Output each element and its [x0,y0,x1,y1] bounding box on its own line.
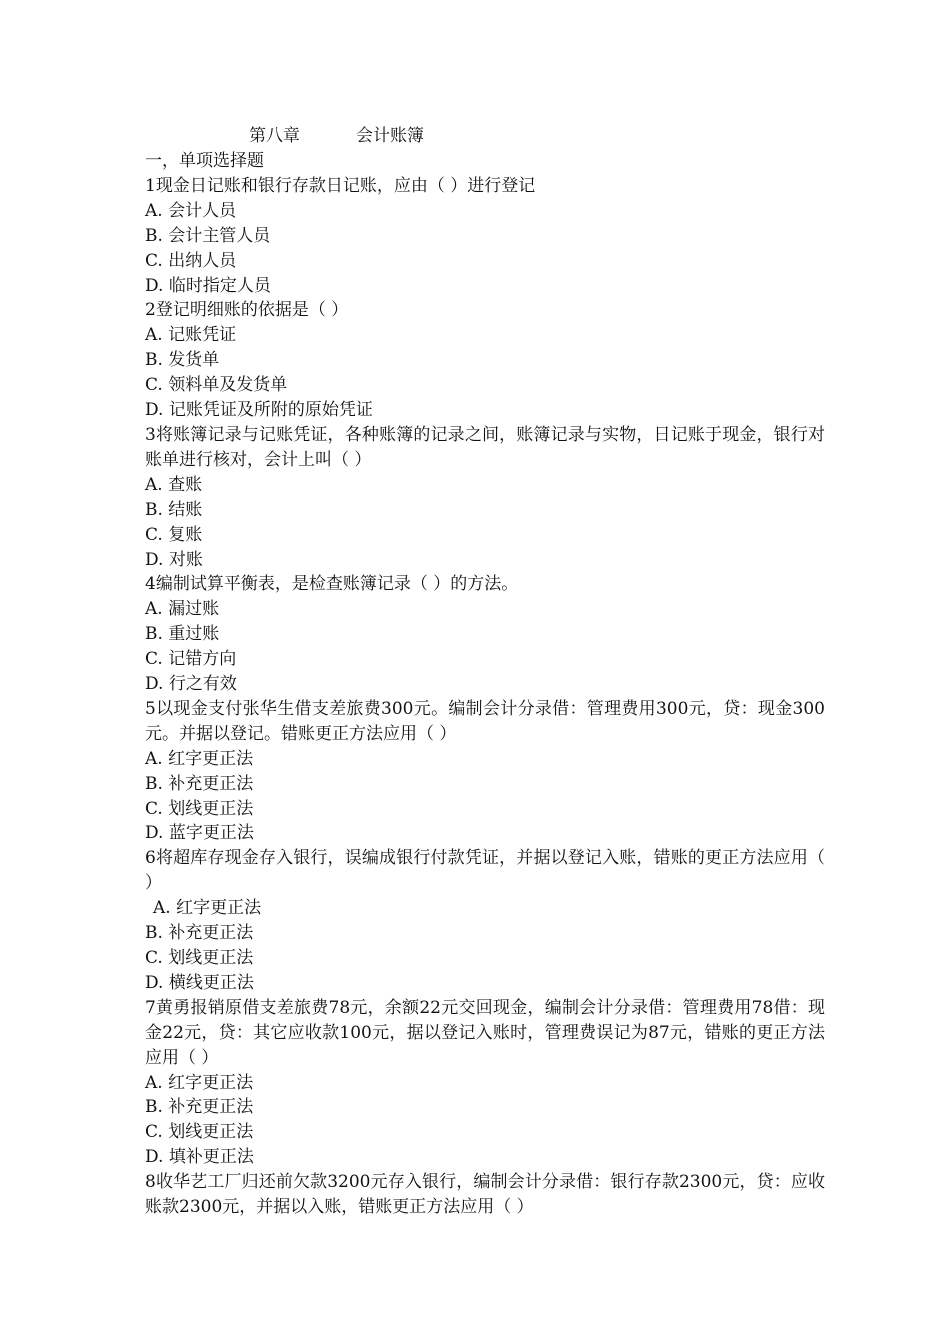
option-1a: A. 会计人员 [145,200,237,221]
section-heading: 一，单项选择题 [145,151,264,171]
chapter-title [145,124,825,149]
option-6d: D. 横线更正法 [145,972,254,993]
option-6c: C. 划线更正法 [145,948,254,968]
question-7: 7黄勇报销原借支差旅费78元，余额22元交回现金，编制会计分录借：管理费用78借：现金22元，贷：其它应收款100元，据以登记入账时，管理费误记为87元，错账的更正方法应用（ ） [145,997,825,1068]
option-2c: C. 领料单及发货单 [145,375,288,396]
option-2d: D. 记账凭证及所附的原始凭证 [145,400,373,421]
question-1: 1现金日记账和银行存款日记账，应由（ ）进行登记 [145,175,536,196]
option-3c: C. 复账 [145,524,203,545]
option-7c: C. 划线更正法 [145,1122,254,1143]
option-3b: B. 结账 [145,499,203,520]
option-2b: B. 发货单 [145,350,220,371]
chapter-name: 会计账簿 [356,126,424,146]
option-5c: C. 划线更正法 [145,798,254,819]
question-2: 2登记明细账的依据是（ ） [145,300,349,321]
option-1c: C. 出纳人员 [145,250,237,271]
option-1d: D. 临时指定人员 [145,275,271,296]
question-6: 6将超库存现金存入银行，误编成银行付款凭证，并据以登记入账，错账的更正方法应用（ ） [145,848,825,894]
option-3d: D. 对账 [145,549,203,570]
option-1b: B. 会计主管人员 [145,225,271,246]
option-4a: A. 漏过账 [145,599,220,620]
question-4: 4编制试算平衡表，是检查账簿记录（ ）的方法。 [145,574,519,595]
option-6a: A. 红字更正法 [153,898,262,919]
option-3a: A. 查账 [145,474,203,495]
option-5d: D. 蓝字更正法 [145,823,254,844]
question-5: 5以现金支付张华生借支差旅费300元。编制会计分录借：管理费用300元，贷：现金300元。并据以登记。错账更正方法应用（ ） [145,698,825,744]
option-7b: B. 补充更正法 [145,1097,254,1118]
option-4c: C. 记错方向 [145,649,237,670]
option-7d: D. 填补更正法 [145,1147,254,1168]
question-8: 8收华艺工厂归还前欠款3200元存入银行，编制会计分录借：银行存款2300元，贷：应收账款2300元，并据以入账，错账更正方法应用（ ） [145,1172,825,1218]
option-5a: A. 红字更正法 [145,748,254,769]
document-page [145,124,825,1220]
option-4b: B. 重过账 [145,624,220,645]
option-7a: A. 红字更正法 [145,1072,254,1093]
option-6b: B. 补充更正法 [145,923,254,944]
chapter-number: 第八章 [249,126,300,146]
option-2a: A. 记账凭证 [145,325,237,346]
option-4d: D. 行之有效 [145,674,237,695]
question-3: 3将账簿记录与记账凭证，各种账簿的记录之间，账簿记录与实物，日记账于现金，银行对账单进行核对，会计上叫（ ） [145,424,825,470]
option-5b: B. 补充更正法 [145,773,254,794]
